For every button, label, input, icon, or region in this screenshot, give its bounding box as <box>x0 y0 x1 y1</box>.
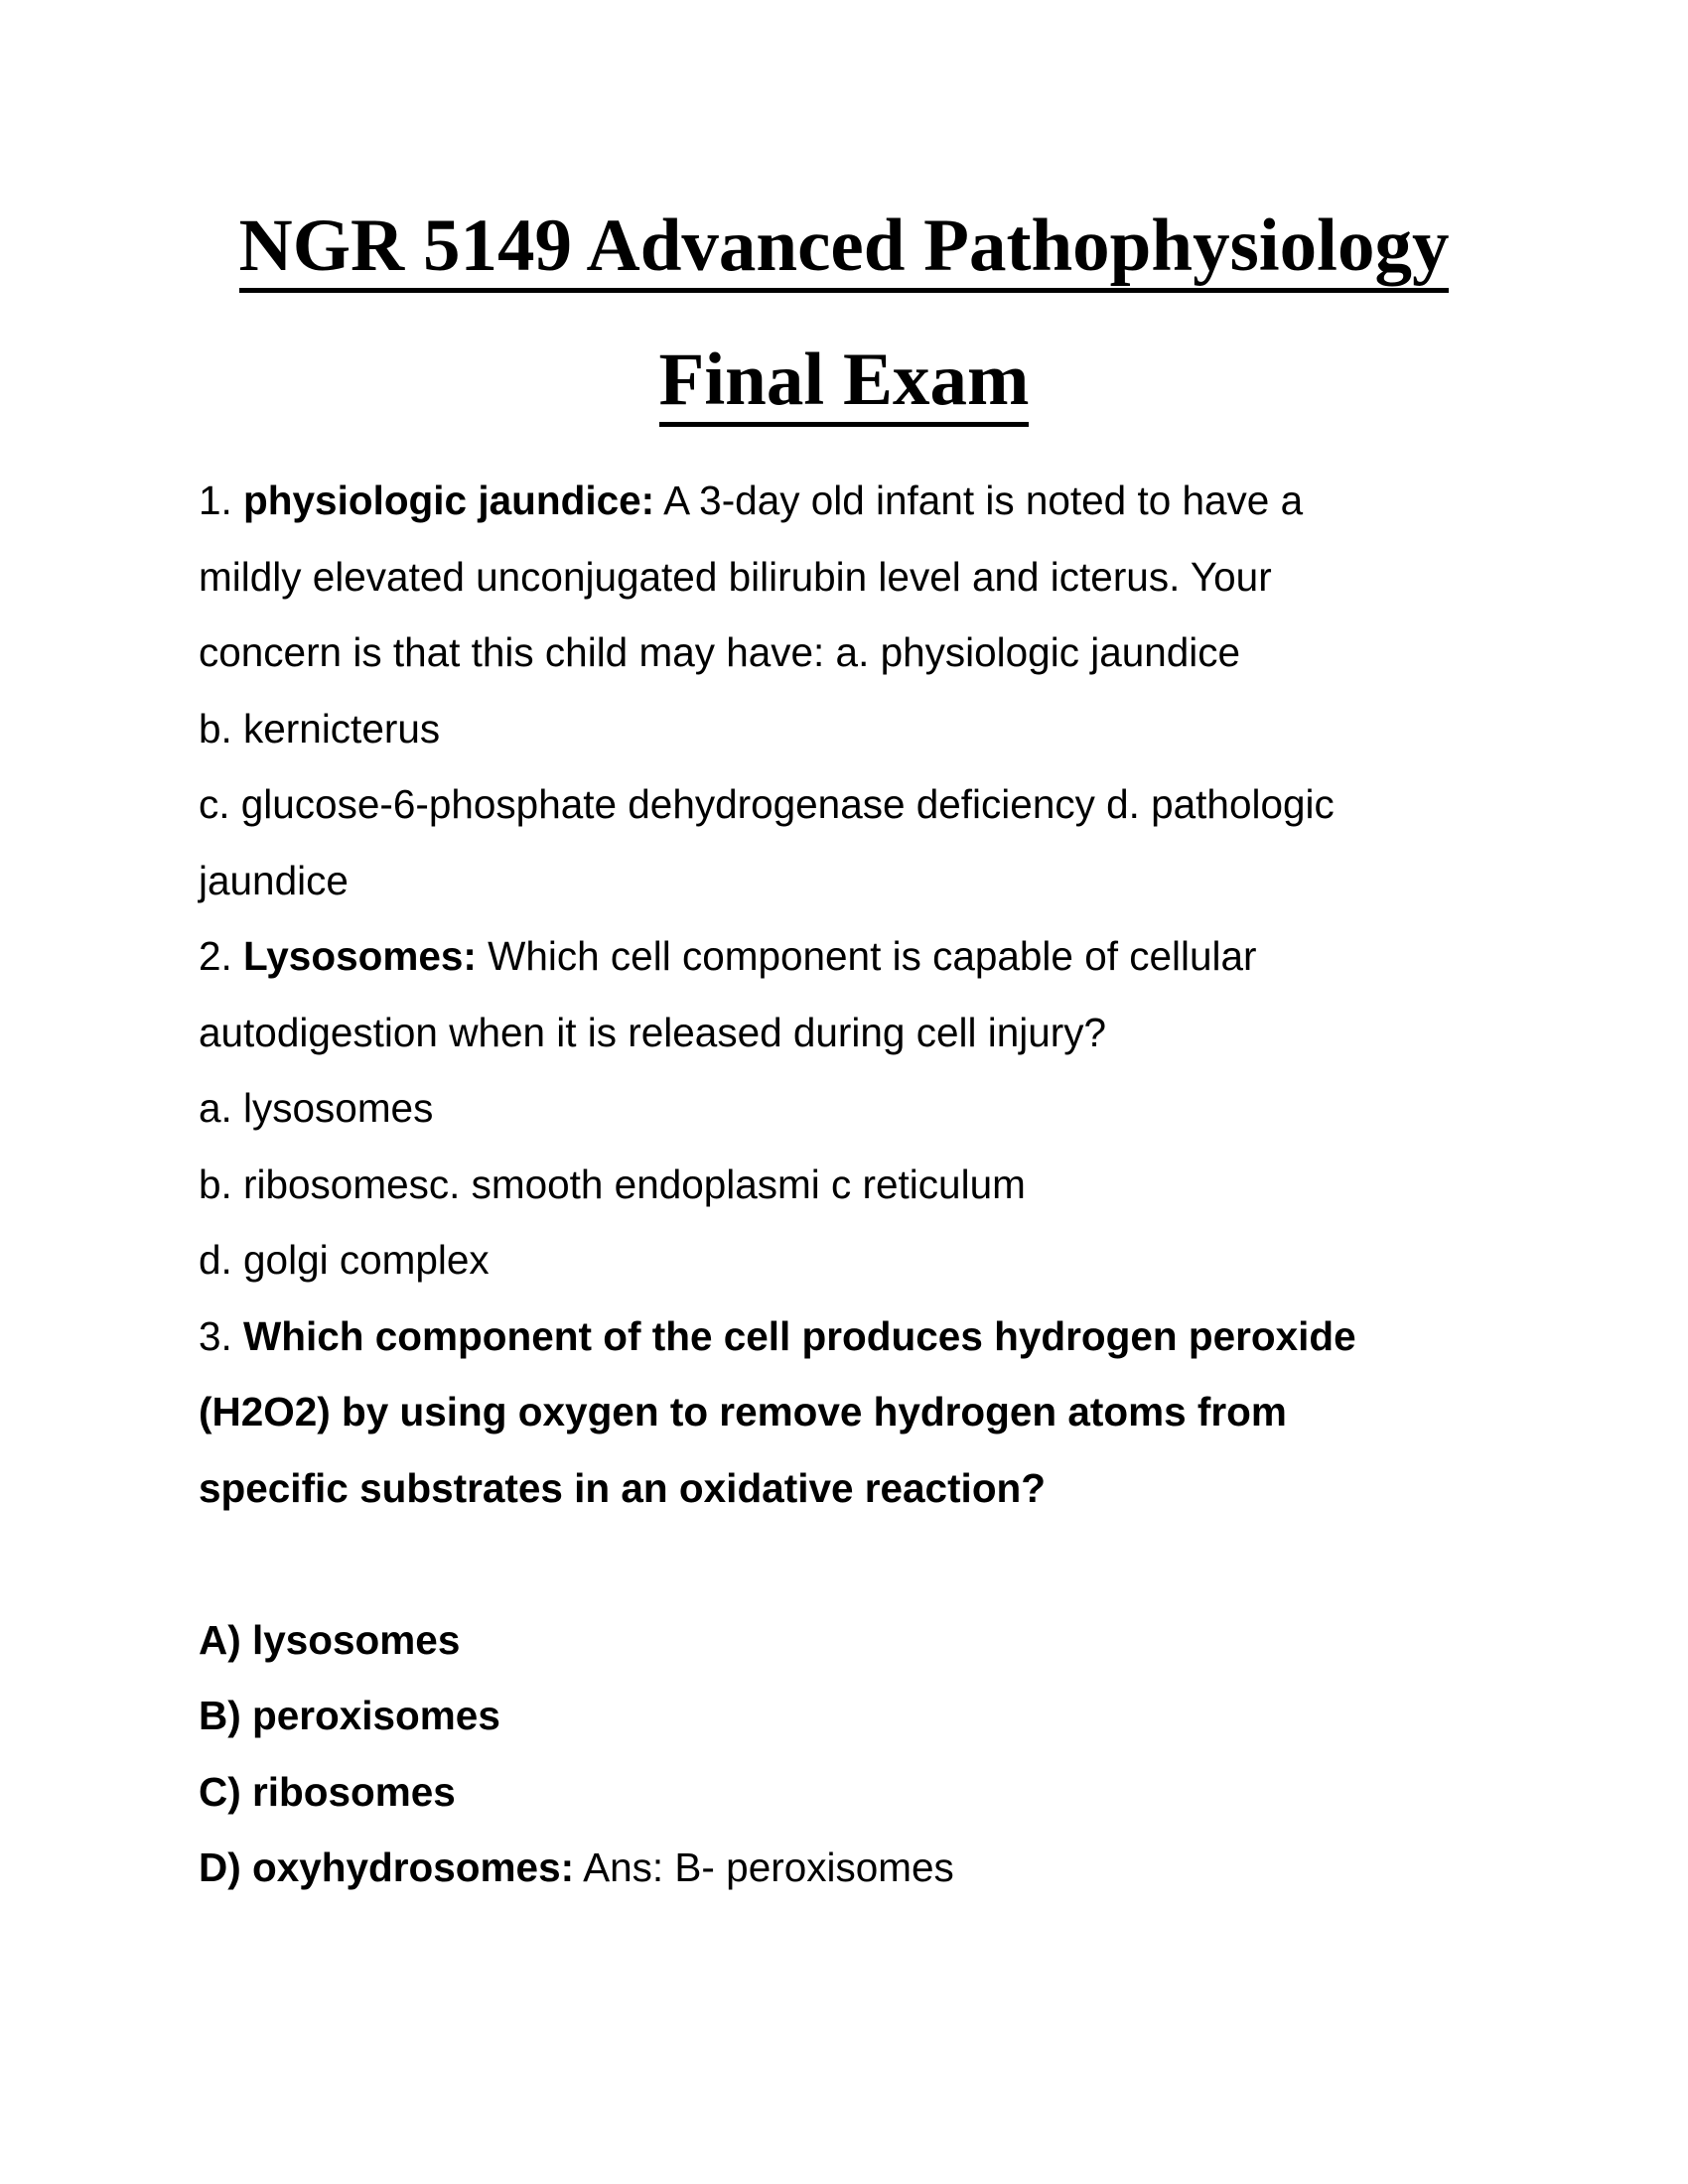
question-1 <box>199 463 1489 918</box>
question-3-line-1 <box>199 1298 1489 1375</box>
question-2-number: 2. <box>199 933 232 979</box>
question-3-line-2 <box>199 1374 1489 1450</box>
question-1-line-2: mildly elevated unconjugated bilirubin level and icterus. Your <box>199 553 1272 600</box>
question-2-label: Lysosomes: <box>243 933 477 979</box>
question-3-line-3-text: specific substrates in an oxidative reaction? <box>199 1464 1047 1511</box>
question-1-number: 1. <box>199 478 232 523</box>
question-3-option-b <box>199 1678 1489 1754</box>
question-1-option-c-d: c. glucose-6-phosphate dehydrogenase deficiency d. pathologic <box>199 781 1335 827</box>
blank-line <box>199 1526 1489 1602</box>
question-2-text: Which cell component is capable of cellular <box>488 933 1257 979</box>
document-subtitle-text: Final Exam <box>659 339 1030 427</box>
question-1-label: physiologic jaundice: <box>243 478 655 523</box>
document-title-text: NGR 5149 Advanced Pathophysiology <box>239 205 1450 293</box>
question-2-line-1 <box>199 918 1489 995</box>
question-3-option-c <box>199 1754 1489 1831</box>
question-1-text: A 3-day old infant is noted to have a <box>663 478 1304 523</box>
question-1-line-1 <box>199 463 1489 539</box>
question-1-line-3: concern is that this child may have: a. physiologic jaundice <box>199 629 1241 675</box>
exam-body <box>199 463 1489 1906</box>
question-2-line-2: autodigestion when it is released during cell injury? <box>199 1009 1107 1055</box>
question-1-option-b: b. kernicterus <box>199 705 441 751</box>
question-2-option-b-c: b. ribosomesc. smooth endoplasmi c reticulum <box>199 1160 1026 1207</box>
question-3-option-b-text: B) peroxisomes <box>199 1693 500 1738</box>
question-3-number: 3. <box>199 1312 232 1359</box>
document-subtitle <box>0 339 1688 421</box>
question-3-line-3 <box>199 1450 1489 1527</box>
question-3-option-d <box>199 1830 1489 1906</box>
question-2-option-d: d. golgi complex <box>199 1237 490 1283</box>
question-3-option-c-text: C) ribosomes <box>199 1768 456 1815</box>
question-3 <box>199 1298 1489 1906</box>
question-3-answer: Ans: B- peroxisomes <box>583 1844 954 1890</box>
question-3-option-d-label: D) oxyhydrosomes: <box>199 1844 575 1890</box>
question-3-line-2-text: (H2O2) by using oxygen to remove hydrogen atoms from <box>199 1389 1287 1434</box>
question-3-option-a-text: A) lysosomes <box>199 1616 461 1663</box>
question-3-option-a <box>199 1602 1489 1679</box>
question-2 <box>199 918 1489 1298</box>
question-2-option-a: a. lysosomes <box>199 1085 434 1131</box>
question-1-line-6: jaundice <box>199 857 349 903</box>
question-3-text: Which component of the cell produces hydrogen peroxide <box>243 1312 1356 1359</box>
document-title <box>0 205 1688 287</box>
